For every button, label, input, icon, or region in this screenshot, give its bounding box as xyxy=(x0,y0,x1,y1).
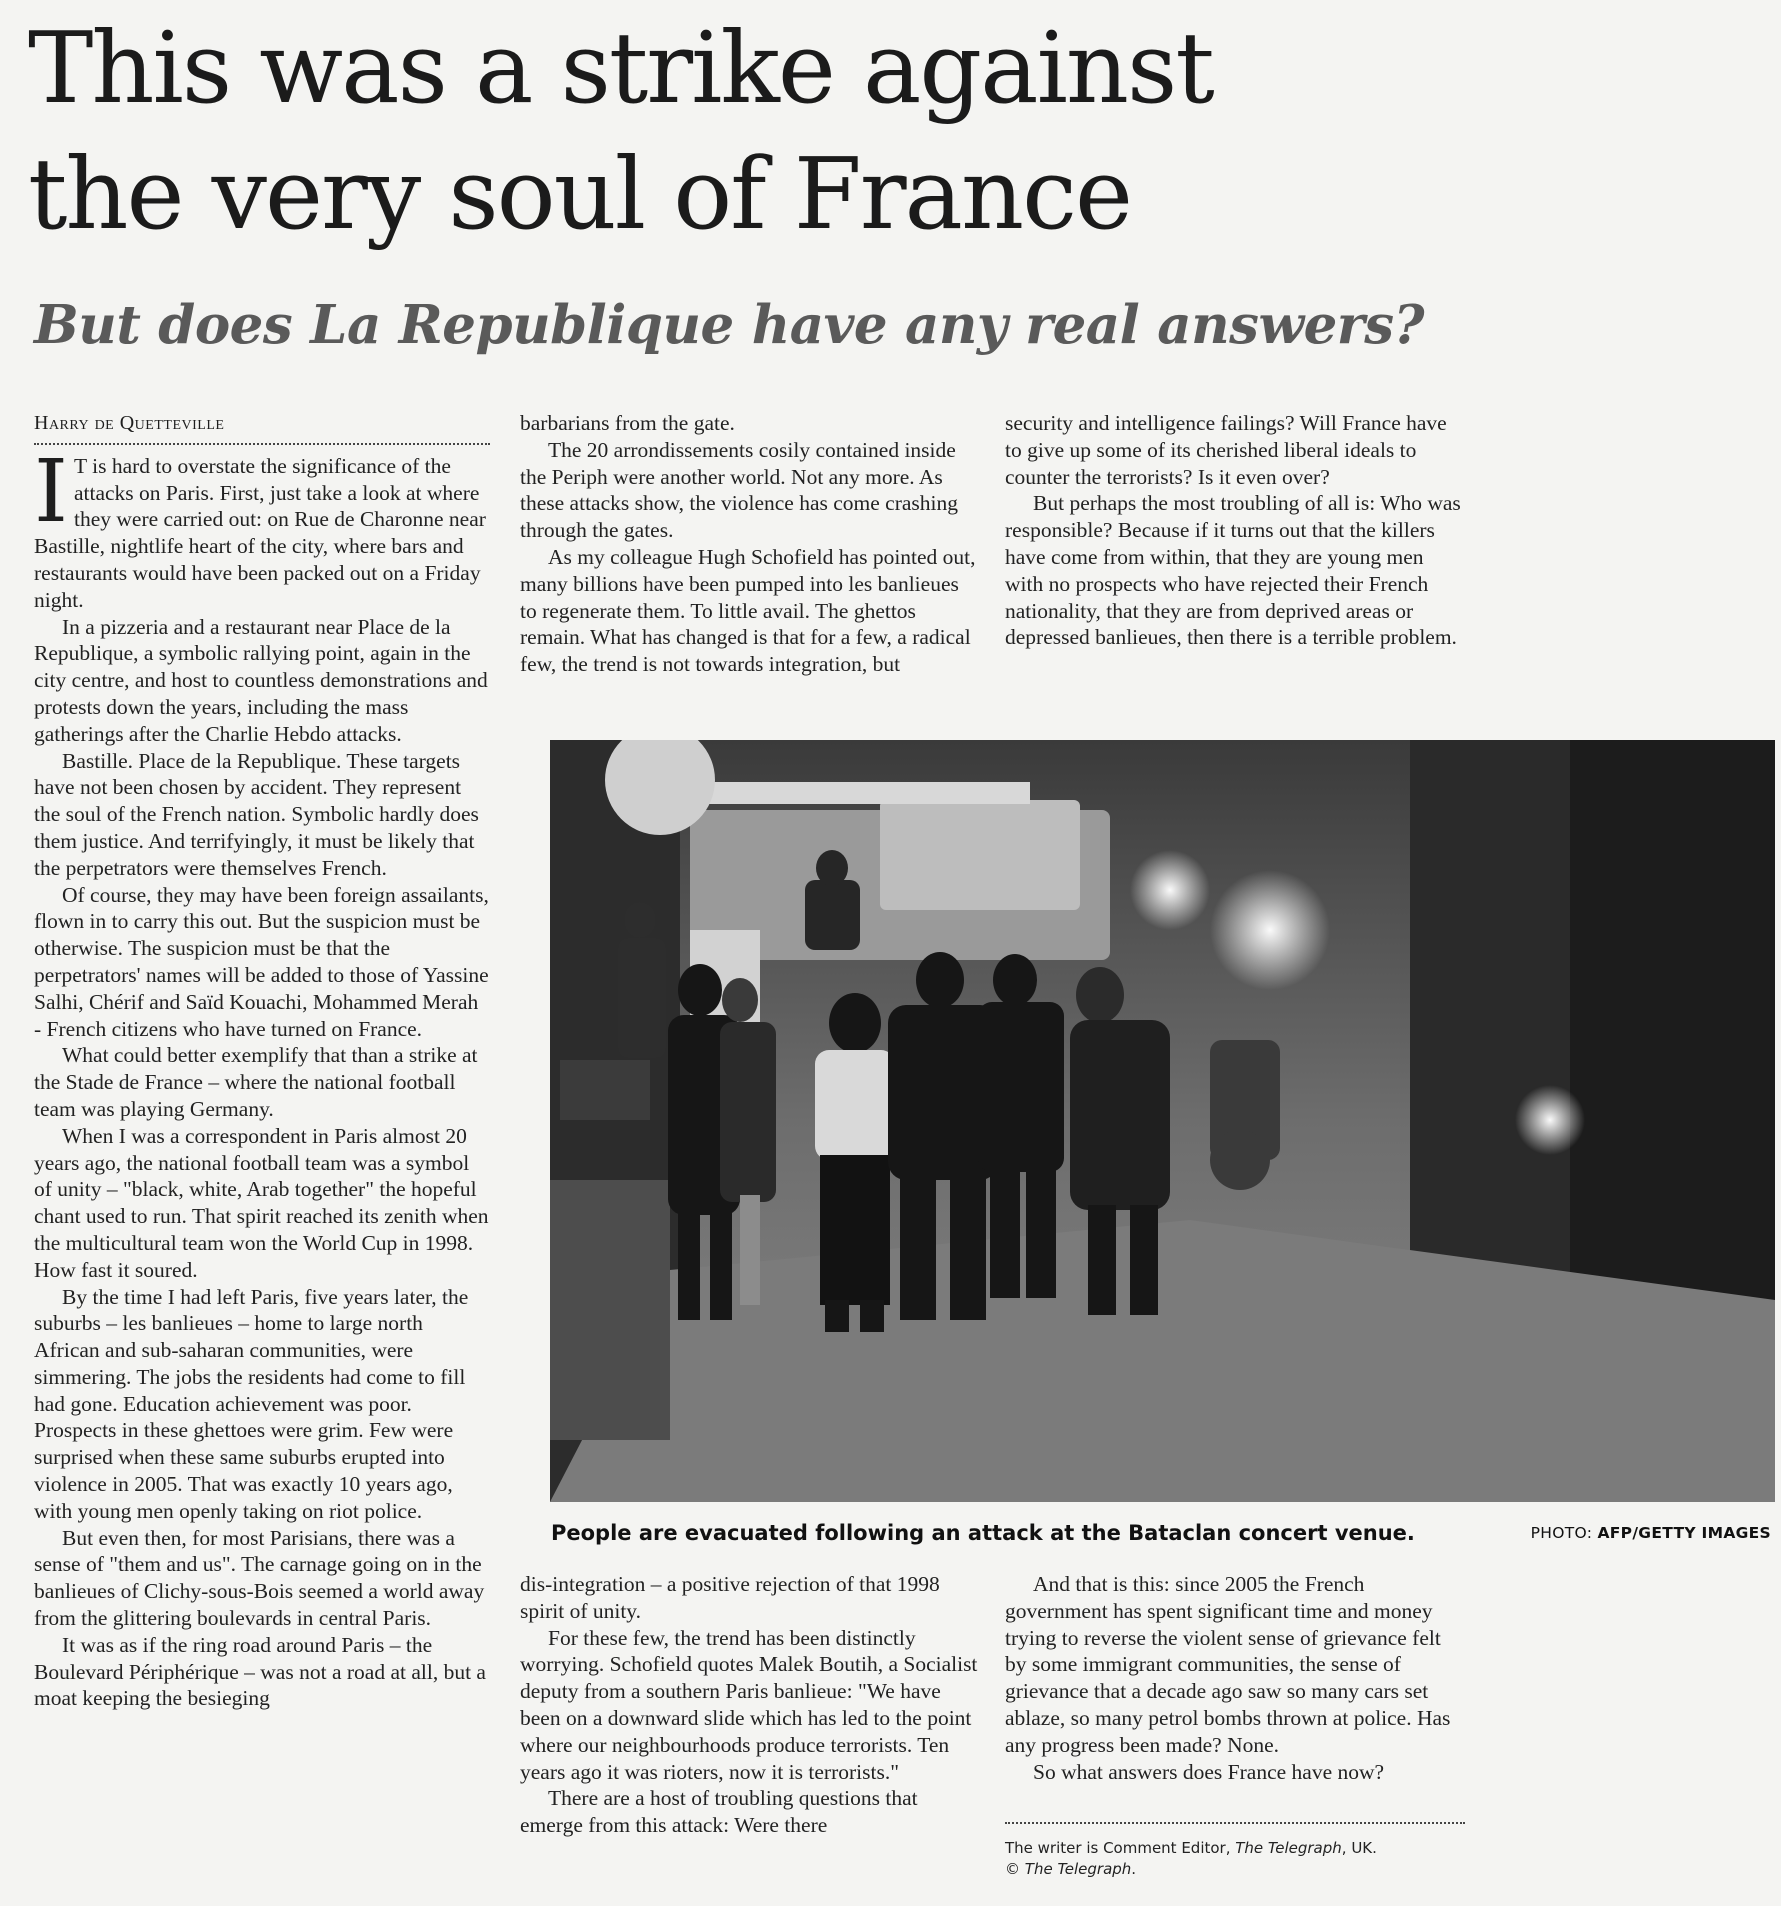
paragraph: What could better exemplify that than a strike at the Stade de France – where the national football team was playing Germany. xyxy=(34,1043,478,1121)
paragraph: For these few, the trend has been distinctly worrying. Schofield quotes Malek Boutih, a Socialist deputy from a southern Paris banlieue: "We have been on a downward slide which has led to the point where our neighbourhoods produce terrorists. Ten years ago it was rioters, now it is terrorists." xyxy=(520,1625,978,1784)
article-column-3-bottom xyxy=(1005,1571,1467,1785)
copyright-line: © The Telegraph. xyxy=(1005,1860,1137,1878)
paragraph: There are a host of troubling questions that emerge from this attack: Were there xyxy=(520,1786,918,1838)
paragraph-text: T is hard to overstate the significance of the attacks on Paris. First, just take a look at where they were carried out: on Rue de Charonne near Bastille, nightlife heart of the city, where bars and restaurants would have been packed out on a Friday night. xyxy=(34,453,486,612)
subheadline: But does La Republique have any real answers? xyxy=(34,294,1425,356)
headline-line-2: the very soul of France xyxy=(28,138,1131,252)
paragraph: When I was a correspondent in Paris almost 20 years ago, the national football team was a symbol of unity – "black, white, Arab together" the hopeful chant used to run. That spirit reached its zenith when the multicultural team won the World Cup in 1998. How fast it soured. xyxy=(34,1123,489,1282)
drop-cap: I xyxy=(34,441,68,542)
byline: Harry de Quetteville xyxy=(34,410,490,445)
paragraph: The 20 arrondissements cosily contained inside the Periph were another world. Not any more. As these attacks show, the violence has come crashing through the gates. xyxy=(520,437,959,543)
author-note xyxy=(1005,1822,1465,1880)
author-note-line-1: The writer is Comment Editor, The Telegraph, UK. xyxy=(1005,1839,1377,1857)
paragraph: As my colleague Hugh Schofield has pointed out, many billions have been pumped into les banlieues to regenerate them. To little avail. The ghettos remain. What has changed is that for a few, a radical few, the trend is not towards integration, but xyxy=(520,544,976,677)
photo-credit-label: PHOTO: xyxy=(1530,1524,1593,1542)
paragraph: But perhaps the most troubling of all is: Who was responsible? Because if it turns out that the killers have come from within, that they are young men with no prospects who have rejected their French nationality, that they are from deprived areas or depressed banlieues, then there is a terrible problem. xyxy=(1005,491,1461,650)
photo-caption: People are evacuated following an attack at the Bataclan concert venue. xyxy=(551,1521,1415,1545)
paragraph: And that is this: since 2005 the French government has spent significant time and money trying to reverse the violent sense of grievance felt by some immigrant communities, the sense of grievance that a decade ago saw so many cars set ablaze, so many petrol bombs thrown at police. Has any progress been made? None. xyxy=(1005,1572,1451,1757)
headline xyxy=(28,6,1728,258)
news-photo xyxy=(550,740,1775,1502)
article-column-2-top xyxy=(520,410,980,678)
paragraph: So what answers does France have now? xyxy=(1033,1759,1385,1784)
paragraph: security and intelligence failings? Will France have to give up some of its cherished liberal ideals to counter the terrorists? Is it even over? xyxy=(1005,411,1447,489)
evacuation-photo-illustration xyxy=(550,740,1775,1502)
paragraph: It was as if the ring road around Paris – the Boulevard Périphérique – was not a road at all, but a moat keeping the besieging xyxy=(34,1632,486,1711)
headline-line-1: This was a strike against xyxy=(28,12,1213,126)
paragraph: Bastille. Place de la Republique. These targets have not been chosen by accident. They represent the soul of the French nation. Symbolic hardly does them justice. And terrifyingly, it must be likely that the perpetrators were themselves French. xyxy=(34,748,479,880)
paragraph: Of course, they may have been foreign assailants, flown in to carry this out. But the suspicion must be otherwise. The suspicion must be that the perpetrators' names will be added to those of Yassine Salhi, Chérif and Saïd Kouachi, Mohammed Merah - French citizens who have turned on France. xyxy=(34,882,489,1041)
article-column-3-top xyxy=(1005,410,1467,651)
photo-credit xyxy=(1531,1524,1771,1542)
paragraph: dis-integration – a positive rejection of that 1998 spirit of unity. xyxy=(520,1572,940,1623)
paragraph: But even then, for most Parisians, there was a sense of "them and us". The carnage going on in the banlieues of Clichy-sous-Bois seemed a world away from the glittering boulevards in central Paris. xyxy=(34,1525,485,1631)
paragraph: barbarians from the gate. xyxy=(520,411,735,435)
paragraph xyxy=(34,441,490,614)
article-column-2-bottom xyxy=(520,1571,980,1839)
paragraph: By the time I had left Paris, five years later, the suburbs – les banlieues – home to large north African and sub-saharan communities, were simmering. The jobs the residents had come to fill had gone. Education achievement was poor. Prospects in these ghettoes were grim. Few were surprised when these same suburbs erupted into violence in 2005. That was exactly 10 years ago, with young men openly taking on riot police. xyxy=(34,1284,469,1523)
paragraph: In a pizzeria and a restaurant near Place de la Republique, a symbolic rallying point, again in the city centre, and host to countless demonstrations and protests down the years, including the mass gatherings after the Charlie Hebdo attacks. xyxy=(34,614,488,746)
article-column-1 xyxy=(34,410,490,1712)
photo-credit-source: AFP/GETTY IMAGES xyxy=(1597,1524,1771,1542)
